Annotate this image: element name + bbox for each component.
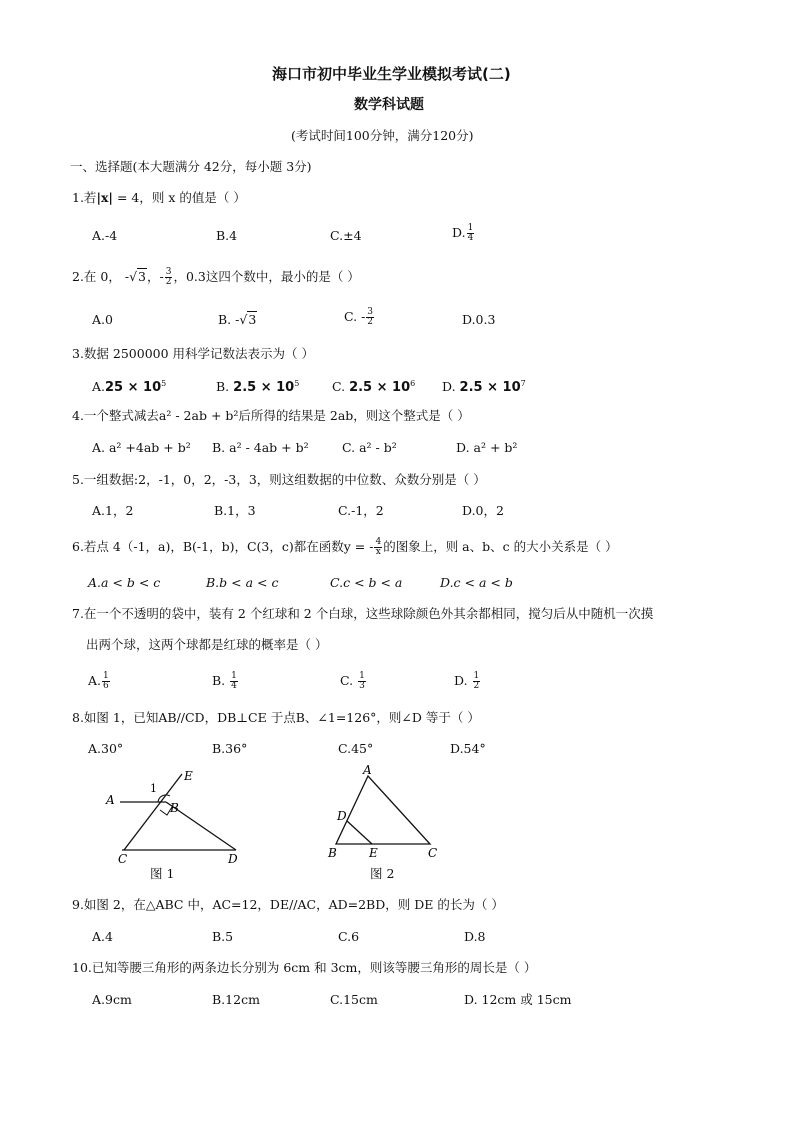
q5-option-b: B.1，3: [214, 503, 256, 518]
figure-2: [320, 762, 450, 862]
q9-option-c: C.6: [338, 929, 360, 944]
q1-abs: |x|: [96, 190, 113, 205]
q9-option-b: B.5: [212, 929, 234, 944]
q9-option-d: D.8: [464, 929, 486, 944]
q2-f-num: 3: [165, 267, 172, 277]
q1-option-d: [452, 224, 475, 243]
q6-option-d: D.c < a < b: [440, 575, 513, 590]
q8-option-b: B.36°: [212, 741, 248, 756]
section-heading: 一、选择题(本大题满分 42分，每小题 3分): [70, 159, 312, 174]
q2-c-fraction: [366, 308, 374, 327]
q2-option-d: D.0.3: [462, 312, 496, 327]
q3-option-a: [92, 376, 166, 396]
q3-c-prefix: C.: [332, 379, 346, 395]
q3-option-b: [216, 376, 299, 396]
q7-b-num: 1: [231, 671, 237, 681]
q7-a-num: 1: [103, 671, 109, 681]
q2-option-c: [344, 308, 375, 327]
question-10: 10.已知等腰三角形的两条边长分别为 6cm 和 3cm，则该等腰三角形的周长是（ ）: [72, 960, 537, 975]
q6-option-c: C.c < b < a: [330, 575, 403, 590]
q2-c-num: 3: [367, 307, 374, 317]
figure-2-caption: 图 2: [370, 866, 395, 881]
q7-c-fraction: [358, 672, 366, 691]
q7-b-prefix: B.: [212, 673, 226, 688]
q6-option-b: B.b < a < c: [206, 575, 279, 590]
q7-option-d: [454, 672, 481, 691]
q2-text-a: 2.在 0， -: [72, 269, 130, 284]
q7-option-c: [340, 672, 367, 691]
fig1-label-e: E: [184, 769, 193, 783]
q7-b-fraction: [230, 672, 238, 691]
q4-option-c: C. a² - b²: [342, 440, 397, 455]
q7-d-prefix: D.: [454, 673, 468, 688]
q10-option-b: B.12cm: [212, 992, 260, 1007]
q5-option-a: A.1，2: [92, 503, 134, 518]
fig2-label-b: B: [328, 846, 337, 860]
q3-b-prefix: B.: [216, 379, 230, 395]
q1-option-c: C.±4: [330, 228, 362, 243]
q2-c-den: 2: [367, 317, 374, 327]
question-4: 4.一个整式减去a² - 2ab + b²后所得的结果是 2ab，则这个整式是（ ）: [72, 408, 470, 423]
q1-d-prefix: D.: [452, 225, 466, 240]
exam-info: (考试时间100分钟，满分120分): [291, 128, 474, 143]
q3-d-prefix: D.: [442, 379, 456, 395]
q7-d-num: 1: [473, 671, 480, 681]
q3-c-exp: 6: [410, 379, 416, 388]
q2-b-root: 3: [248, 312, 257, 327]
fig2-line-de: [347, 821, 372, 844]
fig1-label-a: A: [106, 793, 115, 807]
q4-option-d: D. a² + b²: [456, 440, 518, 455]
fig1-angle-label: 1: [150, 782, 157, 795]
q10-option-a: A.9cm: [92, 992, 132, 1007]
q8-option-d: D.54°: [450, 741, 486, 756]
question-1: [72, 190, 246, 206]
q1-option-a: A.-4: [92, 228, 118, 243]
q6-fraction: [374, 538, 382, 557]
q3-a-prefix: A.: [92, 379, 106, 395]
q3-a-base: 25 × 10: [105, 380, 162, 396]
q1-d-den: 4: [467, 233, 474, 243]
question-5: 5.一组数据:2，-1，0，2，-3，3，则这组数据的中位数、众数分别是（ ）: [72, 472, 486, 487]
q5-option-d: D.0，2: [462, 503, 504, 518]
q2-text-b: ，-: [146, 269, 164, 284]
q8-option-c: C.45°: [338, 741, 374, 756]
q3-b-base: 2.5 × 10: [233, 380, 295, 396]
q6-f-den: x: [375, 547, 381, 557]
q3-option-c: [332, 376, 415, 396]
q2-b-prefix: B. -: [218, 312, 240, 327]
q3-b-exp: 5: [294, 379, 300, 388]
q7-c-num: 1: [359, 671, 365, 681]
q7-c-prefix: C.: [340, 673, 354, 688]
fig1-label-c: C: [118, 852, 128, 866]
exam-title: 海口市初中毕业生学业模拟考试(二): [272, 65, 511, 83]
q6-option-a: A.a < b < c: [88, 575, 161, 590]
q5-option-c: C.-1，2: [338, 503, 384, 518]
question-9: 9.如图 2，在△ABC 中，AC=12，DE//AC，AD=2BD，则 DE 的长为（ ）: [72, 897, 504, 912]
question-8: 8.如图 1，已知AB//CD，DB⊥CE 于点B、∠1=126°，则∠D 等于（ ）: [72, 710, 480, 725]
q6-text-b: 的图象上，则 a、b、c 的大小关系是（ ）: [383, 539, 618, 554]
question-3: 3.数据 2500000 用科学记数法表示为（ ）: [72, 346, 315, 361]
q7-a-fraction: [102, 672, 110, 691]
q3-d-base: 2.5 × 10: [459, 380, 521, 396]
q1-option-b: B.4: [216, 228, 238, 243]
q4-option-a: A. a² +4ab + b²: [92, 440, 191, 455]
q7-option-b: [212, 672, 239, 691]
q2-fraction: [165, 268, 173, 287]
fig2-triangle-abc: [336, 776, 430, 844]
q6-text-a: 6.若点 4（-1，a)，B(-1，b)，C(3，c)都在函数y = -: [72, 539, 374, 554]
q6-f-num: 4: [375, 537, 382, 547]
q9-option-a: A.4: [92, 929, 113, 944]
q2-c-prefix: C. -: [344, 309, 366, 324]
q7-b-den: 4: [231, 681, 237, 691]
question-7-line2: 出两个球，这两个球都是红球的概率是（ ）: [86, 637, 328, 652]
fig2-label-c: C: [428, 846, 438, 860]
q4-option-b: B. a² - 4ab + b²: [212, 440, 309, 455]
question-7-line1: 7.在一个不透明的袋中，装有 2 个红球和 2 个白球，这些球除颜色外其余都相同，搅匀后从中随机一次摸: [72, 606, 654, 621]
q10-option-d: D. 12cm 或 15cm: [464, 992, 572, 1007]
q10-option-c: C.15cm: [330, 992, 378, 1007]
q3-c-base: 2.5 × 10: [349, 380, 411, 396]
q7-a-den: 6: [103, 681, 109, 691]
q2-root: 3: [138, 269, 146, 284]
fig2-label-a: A: [363, 763, 372, 777]
fig1-label-d: D: [228, 852, 238, 866]
q1-text-a: 1.若: [72, 190, 97, 205]
question-6: [72, 538, 618, 557]
q1-d-fraction: [467, 224, 475, 243]
q3-a-exp: 5: [161, 379, 167, 388]
subject-title: 数学科试题: [354, 97, 424, 113]
q3-option-d: [442, 376, 526, 396]
q8-option-a: A.30°: [88, 741, 124, 756]
q2-text-c: ，0.3这四个数中，最小的是（ ）: [173, 269, 360, 284]
figure-1: [100, 766, 250, 866]
fig2-label-e: E: [369, 846, 378, 860]
q1-d-num: 1: [467, 223, 474, 233]
fig1-label-b: B: [170, 801, 179, 815]
q2-option-a: A.0: [92, 312, 113, 327]
q2-f-den: 2: [165, 277, 172, 287]
fig2-label-d: D: [337, 809, 347, 823]
q1-text-b: = 4，则 x 的值是（ ）: [112, 190, 246, 205]
figure-1-caption: 图 1: [150, 866, 175, 881]
q3-d-exp: 7: [520, 379, 526, 388]
q7-c-den: 3: [359, 681, 365, 691]
q2-option-b: B. -√3: [218, 312, 257, 327]
q7-option-a: [88, 672, 111, 691]
q7-d-den: 2: [473, 681, 480, 691]
q7-a-prefix: A.: [88, 673, 102, 688]
question-2: 2.在 0， -√3，- $\frac{3}{2}$ ，0.3这四个数中，最小的是（ ）: [72, 267, 360, 287]
q7-d-fraction: [473, 672, 481, 691]
